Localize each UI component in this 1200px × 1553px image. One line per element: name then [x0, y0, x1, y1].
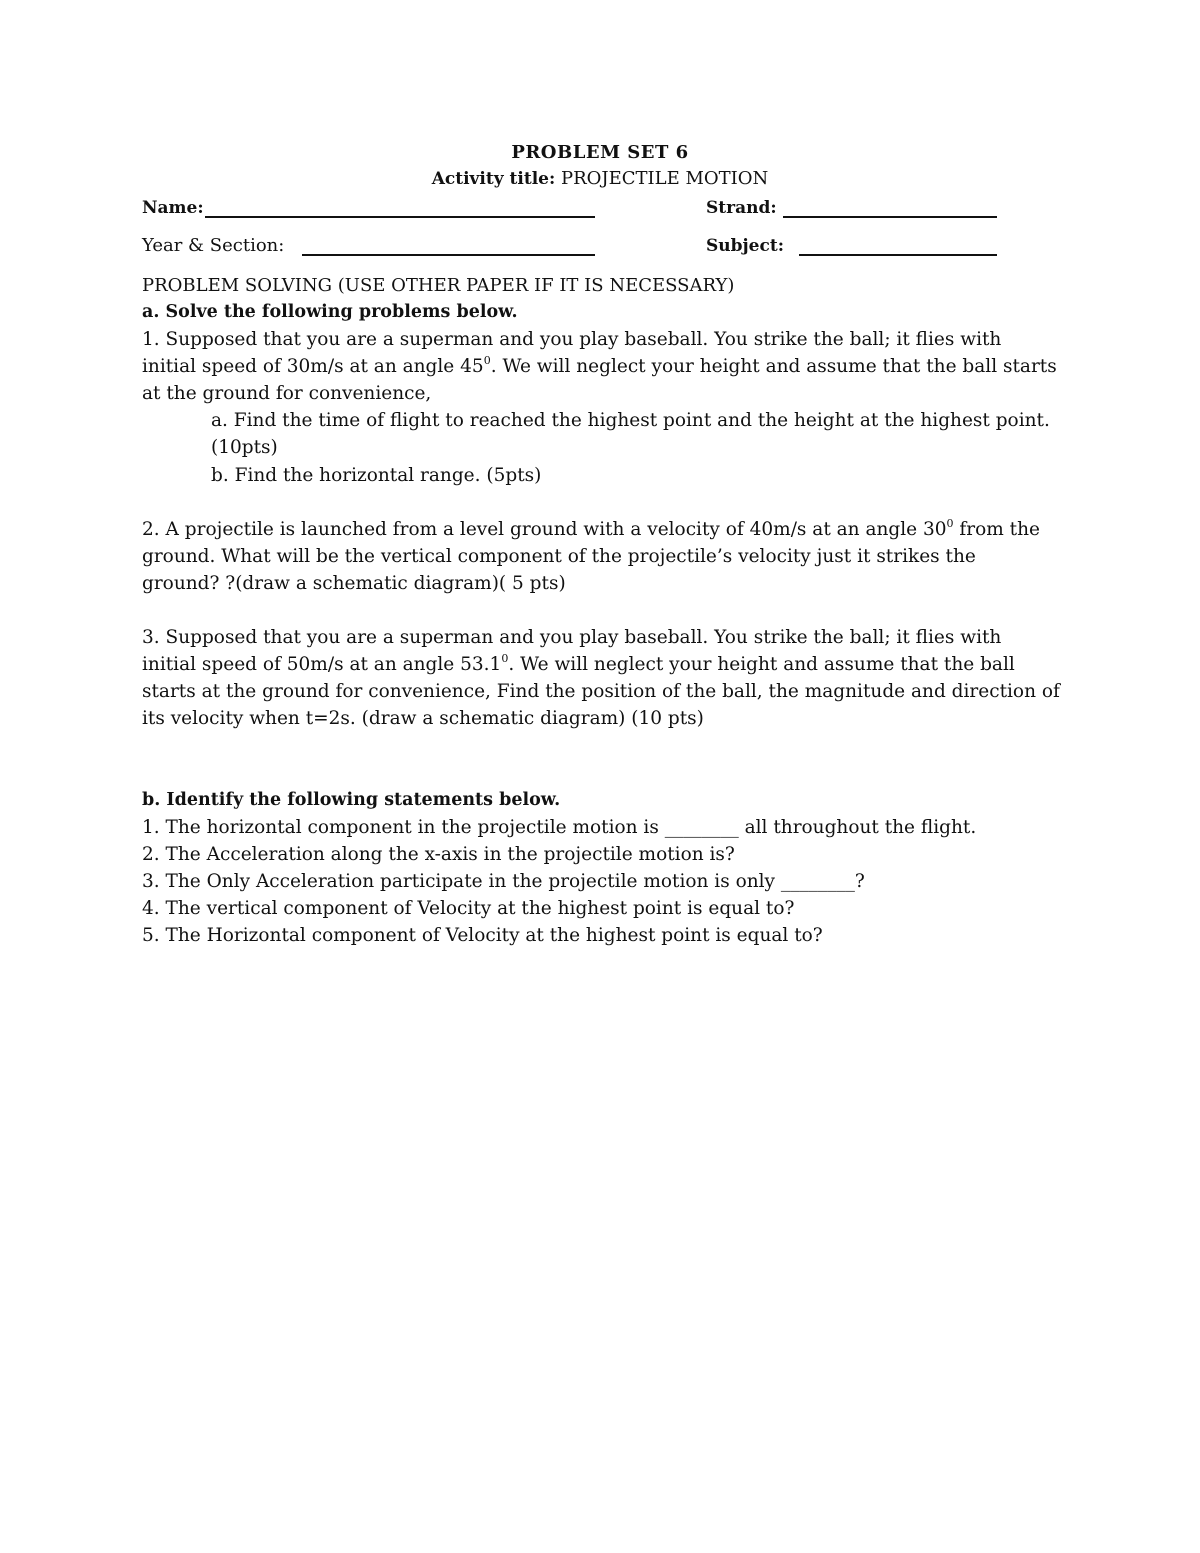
part-b-heading: b. Identify the following statements below.: [142, 790, 561, 810]
activity-label: Activity title:: [431, 169, 556, 189]
problem-1a-line-1: a. Find the time of flight to reached the highest point and the height at the highest point.: [211, 410, 1050, 431]
subject-blank[interactable]: [799, 254, 997, 256]
problem-3-text-cont: . We will neglect your height and assume that the ball: [508, 654, 1015, 675]
problem-3-line-3: starts at the ground for convenience, Find the position of the ball, the magnitude and direction of: [142, 681, 1060, 702]
statement-item: 2. The Acceleration along the x-axis in the projectile motion is?: [142, 844, 735, 865]
name-field: [142, 194, 204, 222]
problem-1-text: initial speed of 30m/s at an angle 45: [142, 356, 484, 377]
year-section-label: Year & Section:: [142, 235, 285, 256]
problem-1-line-1: 1. Supposed that you are a superman and you play baseball. You strike the ball; it flies with: [142, 329, 1002, 350]
degree-superscript: 0: [501, 652, 509, 665]
problem-3-line-4: its velocity when t=2s. (draw a schematic diagram) (10 pts): [142, 708, 704, 729]
page-title: PROBLEM SET 6: [511, 142, 689, 163]
problem-3-line-1: 3. Supposed that you are a superman and you play baseball. You strike the ball; it flies with: [142, 627, 1002, 648]
subject-label: Subject:: [706, 236, 784, 256]
statement-item: 5. The Horizontal component of Velocity at the highest point is equal to?: [142, 925, 823, 946]
problem-1a-line-2: (10pts): [211, 437, 278, 458]
problem-3-line-2: [142, 651, 1015, 678]
problem-3-text: initial speed of 50m/s at an angle 53.1: [142, 654, 502, 675]
degree-superscript: 0: [946, 517, 954, 530]
year-section-blank[interactable]: [302, 254, 595, 256]
problem-2-text: 2. A projectile is launched from a level ground with a velocity of 40m/s at an angle 30: [142, 519, 947, 540]
problem-1-line-3: at the ground for convenience,: [142, 383, 432, 404]
problem-2-line-3: ground? ?(draw a schematic diagram)( 5 pts): [142, 573, 566, 594]
problem-1-text-cont: . We will neglect your height and assume that the ball starts: [490, 356, 1057, 377]
activity-title: [0, 168, 1200, 189]
name-blank[interactable]: [205, 216, 595, 218]
problem-1-line-2: [142, 353, 1057, 380]
problem-2-line-2: ground. What will be the vertical component of the projectile’s velocity just it strikes the: [142, 546, 976, 567]
year-section-field: [142, 232, 284, 259]
subject-field: [706, 232, 784, 260]
activity-value: PROJECTILE MOTION: [561, 168, 769, 189]
statement-item: 3. The Only Acceleration participate in the projectile motion is only ________?: [142, 871, 865, 892]
name-label: Name:: [142, 198, 204, 218]
degree-superscript: 0: [483, 354, 491, 367]
statement-item: 1. The horizontal component in the projectile motion is ________ all throughout the flight.: [142, 817, 977, 838]
problem-2-line-1: [142, 516, 1040, 543]
problem-1b: b. Find the horizontal range. (5pts): [211, 465, 542, 486]
problem-2-text-cont: from the: [953, 519, 1040, 540]
statement-item: 4. The vertical component of Velocity at the highest point is equal to?: [142, 898, 795, 919]
strand-blank[interactable]: [783, 216, 997, 218]
strand-label: Strand:: [706, 198, 777, 218]
strand-field: [706, 194, 777, 222]
part-a-heading: a. Solve the following problems below.: [142, 302, 518, 322]
section-heading: PROBLEM SOLVING (USE OTHER PAPER IF IT IS NECESSARY): [142, 275, 735, 296]
